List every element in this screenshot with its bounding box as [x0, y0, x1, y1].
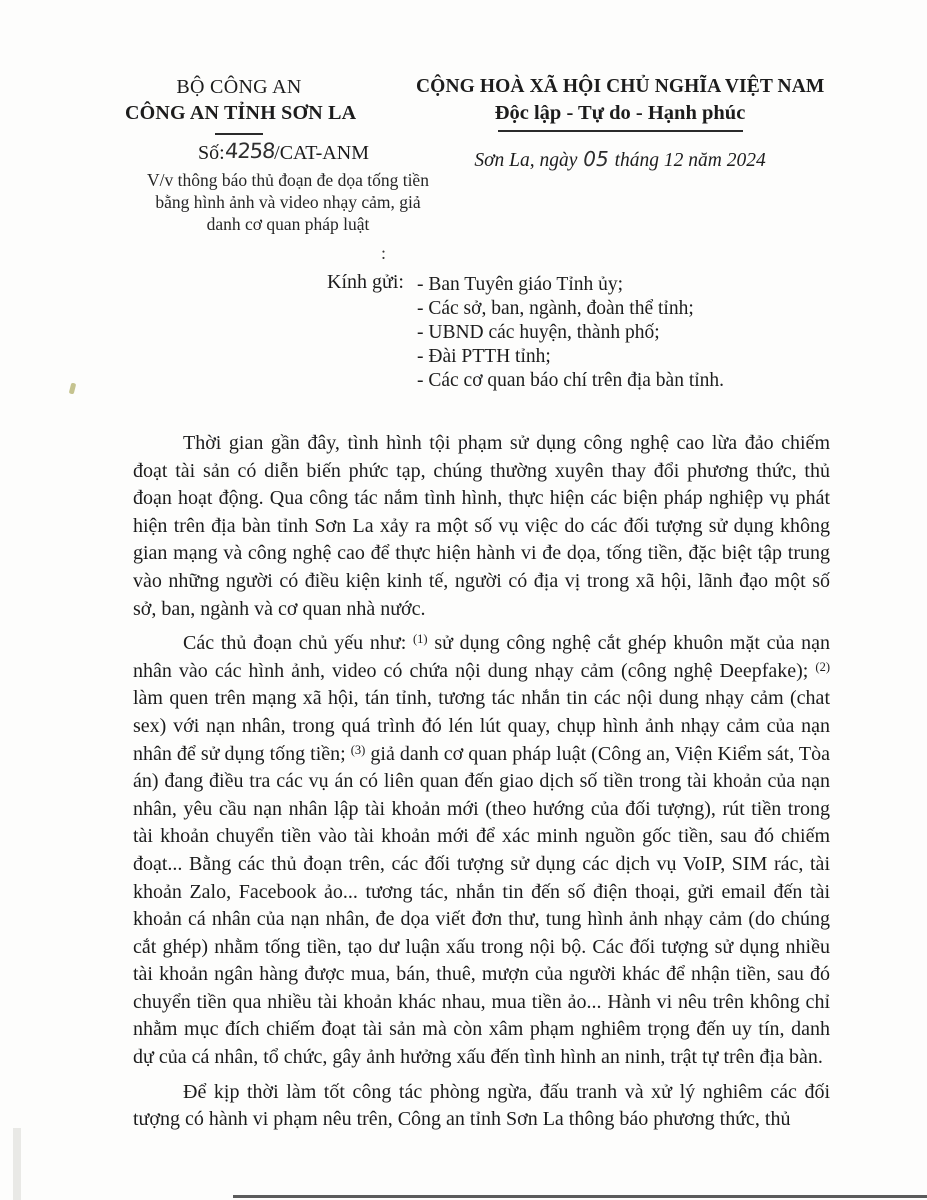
- superscript-ref: (2): [815, 659, 830, 674]
- recipients-list: [417, 273, 724, 393]
- superscript-ref: (3): [350, 742, 366, 757]
- national-title: CỘNG HOÀ XÃ HỘI CHỦ NGHĨA VIỆT NAM: [416, 76, 825, 97]
- parent-agency-name: BỘ CÔNG AN: [176, 76, 302, 98]
- recipient-item: - Ban Tuyên giáo Tỉnh ủy;: [417, 274, 624, 295]
- recipient-item: - UBND các huyện, thành phố;: [417, 321, 660, 343]
- dateline-prefix: Sơn La, ngày: [474, 150, 578, 171]
- agency-underline-rule: [215, 133, 263, 135]
- motto-underline-rule: [498, 130, 743, 132]
- scan-left-edge-artifact: [13, 1128, 21, 1200]
- document-subject: [138, 169, 438, 235]
- recipient-item: - Các sở, ban, ngành, đoàn thể tỉnh;: [417, 297, 694, 319]
- national-motto: Độc lập - Tự do - Hạnh phúc: [494, 102, 746, 124]
- document-number: [198, 140, 369, 165]
- dateline-day-handwritten: 05: [583, 147, 609, 171]
- issuing-agency-block: [125, 76, 357, 135]
- body-paragraph: Để kịp thời làm tốt công tác phòng ngừa, đấu tranh và xử lý nghiêm các đối tượng có hành vi phạm nêu trên, Công an tỉnh Sơn La thông báo phương thức, thủ: [133, 1080, 830, 1131]
- scan-speck-artifact: [69, 383, 77, 395]
- body-paragraph: Các thủ đoạn chủ yếu như: $^{(1)}$ sử dụng công nghệ cắt ghép khuôn mặt của nạn nhân vào các hình ảnh, video có chứa nội dung nhạy cảm (công nghệ Deepfake); $^{(2)}$ làm quen trên mạng xã hội, tán tỉnh, tương tác nhắn tin các nội dung nhạy cảm (chat sex) với nạn nhân, trong quá trình đó lén lút quay, chụp hình ảnh nhạy cảm của nạn nhân để sử dụng tống tiền; $^{(3)}$ giả danh cơ quan pháp luật (Công an, Viện Kiểm sát, Tòa án) đang điều tra các vụ án có liên quan đến giao dịch số tiền trong tài khoản của nạn nhân, yêu cầu nạn nhân lập tài khoản mới (theo hướng của đối tượng), rút tiền trong tài khoản chuyển tiền vào tài khoản mới để xác minh nguồn gốc tiền, sau đó chiếm đoạt... Bằng các thủ đoạn trên, các đối tượng sử dụng các dịch vụ VoIP, SIM rác, tài khoản Zalo, Facebook ảo... tương tác, nhắn tin đến số điện thoại, gửi email đến tài khoản cá nhân của nạn nhân, đe dọa viết đơn thư, tung hình ảnh nhạy cảm (do chúng cắt ghép) nhằm tống tiền, tạo dư luận xấu trong nội bộ. Các đối tượng sử dụng nhiều tài khoản ngân hàng được mua, bán, thuê, mượn của người khác để nhận tiền, sau đó chuyển tiền qua nhiều tài khoản khác nhau, mua tiền ảo... Hành vi nêu trên không chỉ nhằm mục đích chiếm đoạt tài sản mà còn xâm phạm nghiêm trọng đến uy tín, danh dự của cá nhân, tổ chức, gây ảnh hưởng xấu đến tình hình an ninh, trật tự trên địa bàn.: [133, 632, 830, 1069]
- subject-line-2: bằng hình ảnh và video nhạy cảm, giả: [155, 192, 421, 212]
- subject-line-3: danh cơ quan pháp luật: [206, 214, 370, 234]
- superscript-ref: (1): [413, 632, 428, 647]
- document-number-suffix: /CAT-ANM: [274, 142, 369, 164]
- place-and-dateline: [416, 147, 824, 172]
- issuing-agency-name: CÔNG AN TỈNH SƠN LA: [125, 102, 357, 124]
- stray-colon-mark: :: [381, 243, 387, 263]
- scan-bottom-edge-artifact: [233, 1195, 927, 1198]
- document-number-label: Số:: [198, 142, 225, 164]
- document-body: [133, 430, 830, 1134]
- document-number-handwritten-value: 4258: [223, 139, 276, 163]
- national-heading-block: [416, 76, 824, 172]
- recipients-label: Kính gửi:: [327, 271, 404, 293]
- subject-line-1: V/v thông báo thủ đoạn đe dọa tống tiền: [147, 170, 429, 190]
- dateline-suffix: tháng 12 năm 2024: [614, 150, 766, 171]
- body-paragraph: Thời gian gần đây, tình hình tội phạm sử dụng công nghệ cao lừa đảo chiếm đoạt tài sản có diễn biến phức tạp, chúng thường xuyên thay đổi phương thức, thủ đoạn hoạt động. Qua công tác nắm tình hình, thực hiện các biện pháp nghiệp vụ phát hiện trên địa bàn tỉnh Sơn La xảy ra một số vụ việc do các đối tượng sử dụng không gian mạng và công nghệ cao để thực hiện hành vi đe dọa, tống tiền, đặc biệt tập trung vào những người có điều kiện kinh tế, người có địa vị trong xã hội, lãnh đạo một số sở, ban, ngành và cơ quan nhà nước.: [133, 432, 830, 620]
- recipient-item: - Các cơ quan báo chí trên địa bàn tỉnh.: [417, 369, 725, 391]
- recipient-item: - Đài PTTH tỉnh;: [417, 345, 551, 367]
